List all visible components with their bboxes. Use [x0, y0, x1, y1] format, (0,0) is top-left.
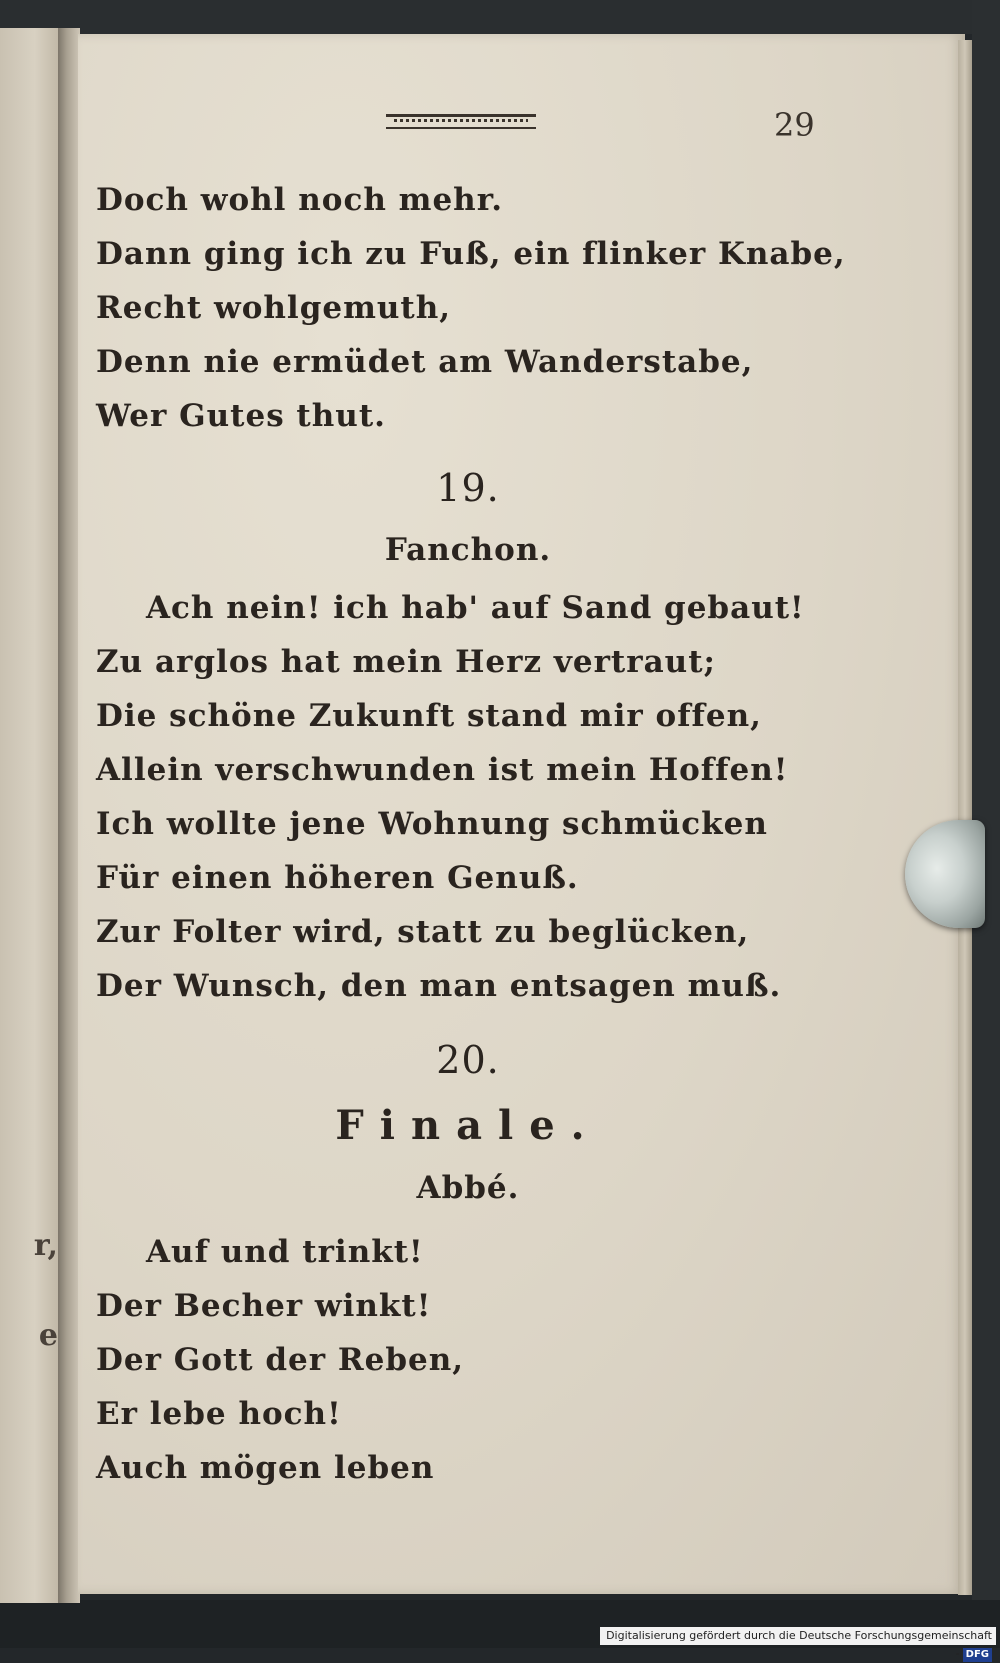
verse-line: Allein verschwunden ist mein Hoffen!: [96, 752, 789, 788]
previous-page-fragment: e: [38, 1318, 58, 1353]
verse-line: Zu arglos hat mein Herz vertraut;: [96, 644, 716, 680]
verse-line: Ich wollte jene Wohnung schmücken: [96, 806, 768, 842]
verse-line: Der Becher winkt!: [96, 1288, 432, 1324]
scan-background-top: [0, 0, 1000, 34]
section-number-20: 20.: [436, 1038, 500, 1082]
verse-line: Auf und trinkt!: [146, 1234, 424, 1270]
verse-line: Für einen höheren Genuß.: [96, 860, 579, 896]
verse-line: Wer Gutes thut.: [96, 398, 386, 434]
section-title-fanchon: Fanchon.: [384, 532, 552, 568]
credit-text: Digitalisierung gefördert durch die Deutsche Forschungsgemeinschaft -: [606, 1629, 992, 1660]
verse-line: Auch mögen leben: [96, 1450, 435, 1486]
speaker-name: Abbé.: [416, 1170, 520, 1206]
verse-line: Der Gott der Reben,: [96, 1342, 465, 1378]
book-gutter: [58, 28, 80, 1603]
verse-line: Denn nie ermüdet am Wanderstabe,: [96, 344, 754, 380]
dfg-logo: DFG: [963, 1648, 992, 1662]
section-number-19: 19.: [436, 466, 500, 510]
page-number: 29: [774, 106, 815, 144]
book-page: [78, 34, 965, 1594]
verse-line: Der Wunsch, den man entsagen muß.: [96, 968, 782, 1004]
verse-line: Ach nein! ich hab' auf Sand gebaut!: [146, 590, 805, 626]
verse-line: Doch wohl noch mehr.: [96, 182, 504, 218]
previous-page-fragment: r,: [33, 1228, 58, 1263]
verse-line: Zur Folter wird, statt zu beglücken,: [96, 914, 750, 950]
section-title-finale: Finale.: [335, 1102, 601, 1149]
verse-line: Recht wohlgemuth,: [96, 290, 452, 326]
digitization-credit: [600, 1627, 996, 1660]
verse-line: Die schöne Zukunft stand mir offen,: [96, 698, 762, 734]
verse-line: Dann ging ich zu Fuß, ein flinker Knabe,: [96, 236, 846, 272]
previous-page-edge: [0, 28, 60, 1603]
verse-line: Er lebe hoch!: [96, 1396, 342, 1432]
page-fore-edge: [958, 40, 972, 1595]
header-ornament-rule: [386, 114, 536, 129]
